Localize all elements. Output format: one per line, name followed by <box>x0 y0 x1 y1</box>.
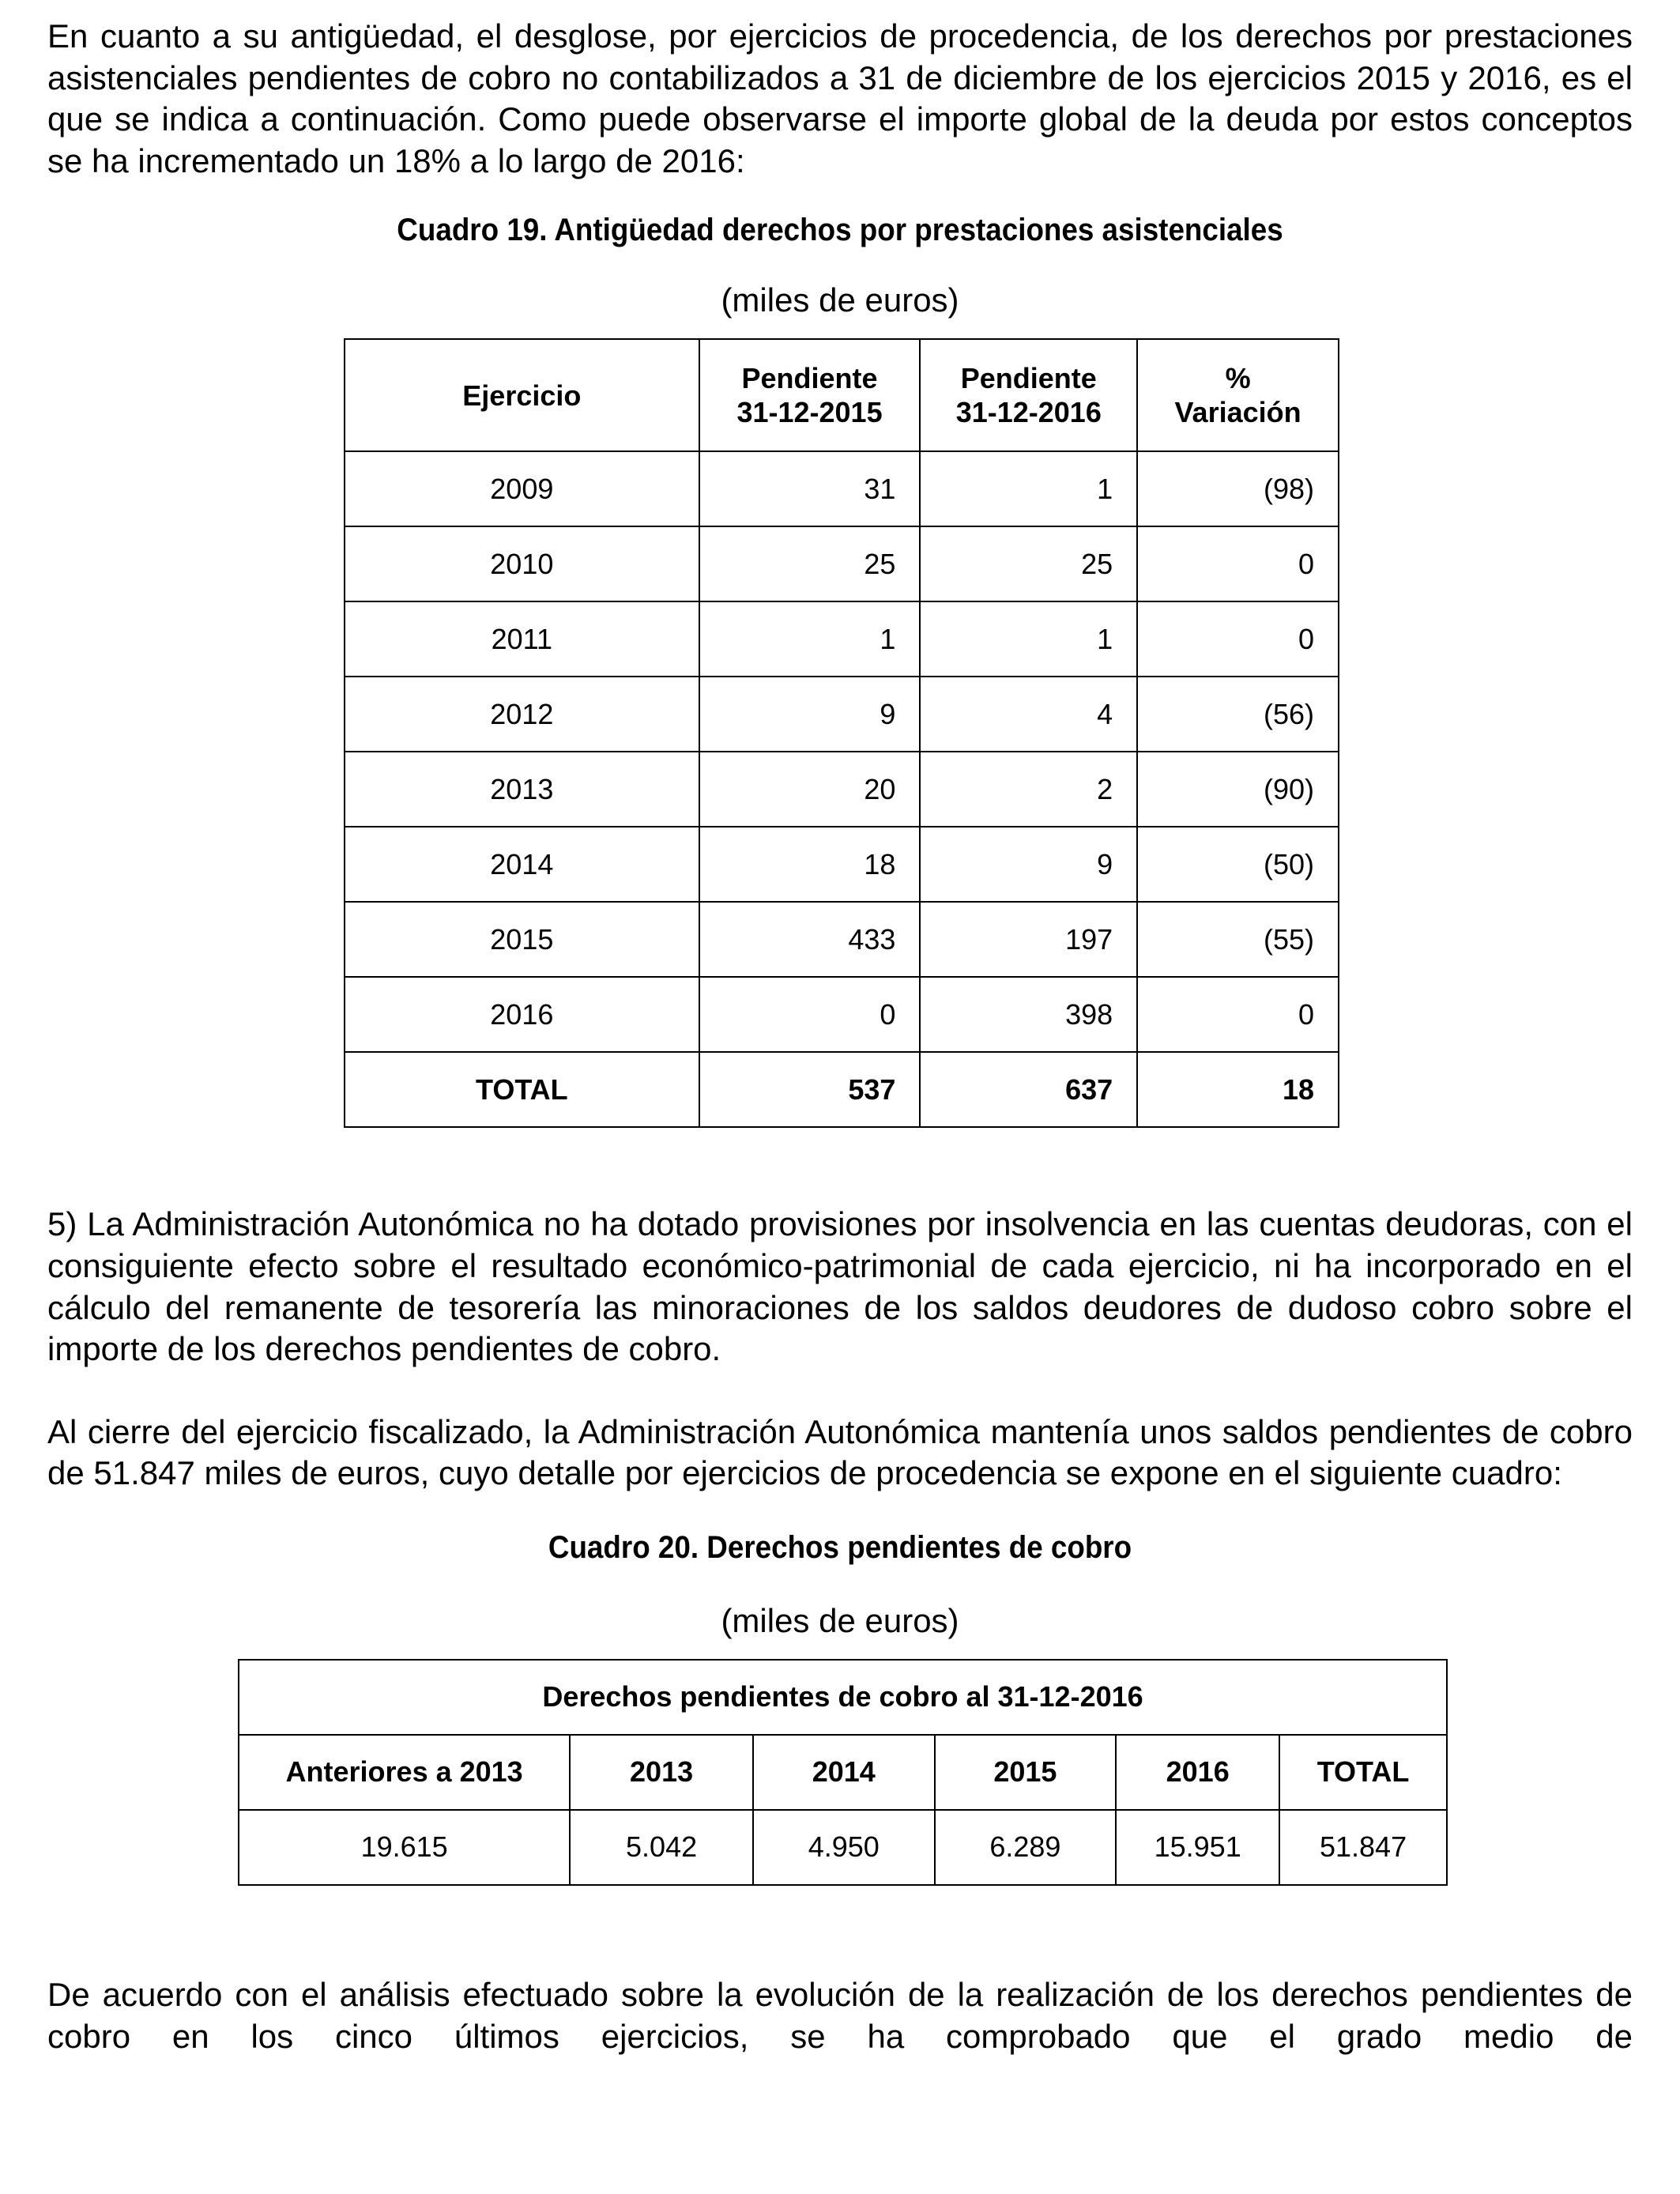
cell-2015: 18 <box>699 827 921 902</box>
cell-year: 2013 <box>345 752 699 827</box>
cell-2015: 0 <box>699 977 921 1052</box>
table20-header-2014: 2014 <box>753 1735 935 1810</box>
cell-year: 2009 <box>345 451 699 526</box>
point5-paragraph: 5) La Administración Autonómica no ha dotado provisiones por insolvencia en las cuentas deudoras, con el consiguiente efecto sobre el resultado económico-patrimonial de cada ejercicio, ni ha incorporado en el cálculo del remanente de tesorería las minoraciones de los saldos deudores de dudoso cobro sobre el importe de los derechos pendientes de cobro. <box>47 1205 1633 1368</box>
table-row <box>345 601 1339 677</box>
cell-variation: 0 <box>1137 526 1339 601</box>
cell-year: 2016 <box>345 977 699 1052</box>
cell-variation: (56) <box>1137 677 1339 752</box>
cell-2014: 4.950 <box>753 1810 935 1885</box>
table-row <box>345 827 1339 902</box>
cell-anteriores: 19.615 <box>239 1810 570 1885</box>
cell-2015: 6.289 <box>935 1810 1117 1885</box>
closing-paragraph: Al cierre del ejercicio fiscalizado, la Administración Autonómica mantenía unos saldos pendientes de cobro de 51.847 miles de euros, cuyo detalle por ejercicios de procedencia se expone en el siguiente cuadro: <box>47 1412 1633 1492</box>
table19 <box>344 338 1339 1128</box>
table20-header-anteriores: Anteriores a 2013 <box>239 1735 570 1810</box>
cell-year: 2010 <box>345 526 699 601</box>
table20-header-2015: 2015 <box>935 1735 1117 1810</box>
cell-2013: 5.042 <box>570 1810 753 1885</box>
cell-variation: (98) <box>1137 451 1339 526</box>
table19-title: Cuadro 19. Antigüedad derechos por prestaciones asistenciales <box>397 213 1283 248</box>
table19-header-variacion: % Variación <box>1137 339 1339 451</box>
cell-year: 2015 <box>345 902 699 977</box>
cell-2016: 9 <box>920 827 1137 902</box>
table19-total-row <box>345 1052 1339 1127</box>
cell-variation: 0 <box>1137 601 1339 677</box>
table20-header-2013: 2013 <box>570 1735 753 1810</box>
table20-group-header: Derechos pendientes de cobro al 31-12-2016 <box>239 1660 1447 1735</box>
cell-total-variation: 18 <box>1137 1052 1339 1127</box>
cell-total-2016: 637 <box>920 1052 1137 1127</box>
table20-group-header-row <box>239 1660 1447 1735</box>
table-row <box>345 526 1339 601</box>
table19-header-pendiente-2015: Pendiente 31-12-2015 <box>699 339 921 451</box>
cell-2015: 1 <box>699 601 921 677</box>
cell-2015: 31 <box>699 451 921 526</box>
cell-2016: 1 <box>920 601 1137 677</box>
cell-2015: 25 <box>699 526 921 601</box>
cell-total: 51.847 <box>1279 1810 1447 1885</box>
table20-header-total: TOTAL <box>1279 1735 1447 1810</box>
cell-year: 2011 <box>345 601 699 677</box>
table-row <box>345 677 1339 752</box>
cell-2016: 15.951 <box>1116 1810 1279 1885</box>
final-paragraph: De acuerdo con el análisis efectuado sobre la evolución de la realización de los derechos pendientes de cobro en los cinco últimos ejercicios, se ha comprobado que el grado medio de <box>47 1975 1633 2055</box>
table-row <box>345 902 1339 977</box>
cell-variation: (50) <box>1137 827 1339 902</box>
cell-2016: 1 <box>920 451 1137 526</box>
cell-2015: 20 <box>699 752 921 827</box>
cell-2016: 398 <box>920 977 1137 1052</box>
cell-2016: 197 <box>920 902 1137 977</box>
table-row <box>239 1810 1447 1885</box>
table20-units: (miles de euros) <box>721 1601 959 1639</box>
table-row <box>345 977 1339 1052</box>
table19-header-pendiente-2016: Pendiente 31-12-2016 <box>920 339 1137 451</box>
cell-total-2015: 537 <box>699 1052 921 1127</box>
cell-2015: 433 <box>699 902 921 977</box>
table20-header-row <box>239 1735 1447 1810</box>
cell-year: 2014 <box>345 827 699 902</box>
cell-variation: (90) <box>1137 752 1339 827</box>
cell-2016: 4 <box>920 677 1137 752</box>
cell-2015: 9 <box>699 677 921 752</box>
cell-variation: (55) <box>1137 902 1339 977</box>
table-row <box>345 752 1339 827</box>
table19-header-ejercicio: Ejercicio <box>345 339 699 451</box>
table19-header-row <box>345 339 1339 451</box>
cell-variation: 0 <box>1137 977 1339 1052</box>
table20-title: Cuadro 20. Derechos pendientes de cobro <box>548 1529 1132 1565</box>
table19-units: (miles de euros) <box>721 281 959 319</box>
table20 <box>238 1659 1448 1886</box>
cell-year: 2012 <box>345 677 699 752</box>
document-page <box>47 16 1633 2057</box>
cell-2016: 2 <box>920 752 1137 827</box>
cell-2016: 25 <box>920 526 1137 601</box>
intro-paragraph: En cuanto a su antigüedad, el desglose, por ejercicios de procedencia, de los derechos por prestaciones asistenciales pendientes de cobro no contabilizados a 31 de diciembre de los ejercicios 2015 y 2016, es el que se indica a continuación. Como puede observarse el importe global de la deuda por estos conceptos se ha incrementado un 18% a lo largo de 2016: <box>47 17 1633 179</box>
table20-header-2016: 2016 <box>1116 1735 1279 1810</box>
cell-total-label: TOTAL <box>345 1052 699 1127</box>
table-row <box>345 451 1339 526</box>
